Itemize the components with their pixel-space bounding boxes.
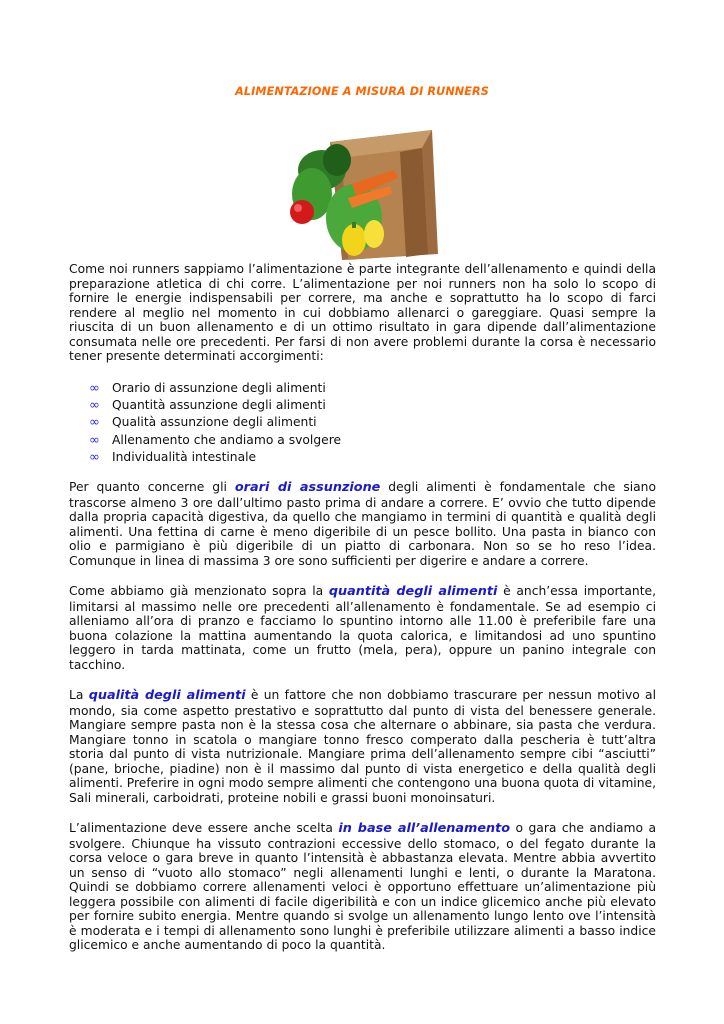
infinity-bullet-icon: ∞: [89, 449, 100, 465]
yellow-pepper: [364, 220, 384, 248]
list-item: ∞ Allenamento che andiamo a svolgere: [89, 432, 342, 448]
intro-paragraph: Come noi runners sappiamo l’alimentazione è parte integrante dell’allenamento e quindi della preparazione atletica di chi corre. L’alimentazione per noi runners non ha solo lo scopo di fornire le energie indispensabili per correre, ma anche e soprattutto ha lo scopo di farci rendere al meglio nel momento in cui dobbiamo allenarci o gareggiare. Quasi sempre la riuscita di un buon allenamento e di un ottimo risultato in gara dipende dall’alimentazione consumata nelle ore precedenti. Per farsi di non avere problemi durante la corsa è necessario tener presente determinati accorgimenti:: [69, 262, 656, 363]
document-title: ALIMENTAZIONE A MISURA DI RUNNERS: [235, 85, 489, 98]
infinity-bullet-icon: ∞: [89, 415, 100, 431]
paragraph-training-based: L’alimentazione deve essere anche scelta in base all’allenamento o gara che andiamo a svolgere. Chiunque ha vissuto contrazioni eccessive dello stomaco, o del fegato durante la corsa veloce o gara breve in quanto l’intensità è abbastanza elevata. Mentre abbia avvertito un senso di “vuoto allo stomaco” negli allenamenti lunghi e lenti, o durante la Maratona. Quindi se dobbiamo correre allenamenti veloci è opportuno effettuare un’alimentazione più leggera possibile con alimenti di facile digeribilità e con un indice glicemico anche più elevato per fornire subito energia. Mentre quando si svolge un allenamento lungo lento ove l’intensità è moderata e i tempi di allenamento sono lunghi è preferibile utilizzare alimenti a basso indice glicemico e anche aumentando di poco la quantità.: [69, 821, 657, 952]
infinity-bullet-icon: ∞: [89, 398, 100, 414]
paragraph-food-quality: La qualità degli alimenti è un fattore che non dobbiamo trascurare per nessun motivo al mondo, sia come aspetto prestativo e soprattutto dal punto di vista del benessere generale. Mangiare sempre pasta non è la stessa cosa che alternare o abbinare, sia pasta che verdura. Mangiare tonno in scatola o mangiare tonno fresco comperato dalla pescheria è tutt’altra storia dal punto di vista nutrizionale. Mangiare prima dell’allenamento sempre cibi “asciutti” (pane, brioche, piadine) non è il massimo dal punto di vista energetico e della qualità degli alimenti. Preferire in ogni modo sempre alimenti che contengono una buona quota di vitamine, Sali minerali, carboidrati, proteine nobili e grassi buoni monoinsaturi.: [69, 688, 656, 805]
list-item: ∞ Quantità assunzione degli alimenti: [89, 398, 326, 414]
grocery-bag-illustration: [282, 122, 442, 262]
paragraph-meal-timing: Per quanto concerne gli orari di assunzione degli alimenti è fondamentale che siano trascorse almeno 3 ore dall’ultimo pasto prima di andare a correre. E’ ovvio che tutto dipende dalla propria capacità digestiva, da quello che mangiamo in termini di quantità e qualità degli alimenti. Una fettina di carne è meno digeribile di un pesce bollito. Una pasta in bianco con olio e parmigiano è più digeribile di un piatto di carbonara. Non so se ho reso l’idea. Comunque in linea di massima 3 ore sono sufficienti per digerire e andare a correre.: [69, 480, 656, 568]
list-item: ∞ Individualità intestinale: [89, 449, 257, 465]
highlight-meal-timing: orari di assunzione: [234, 480, 381, 495]
highlight-training-based: in base all’allenamento: [338, 821, 511, 836]
tomato: [290, 200, 314, 224]
paragraph-food-quantity: Come abbiamo già menzionato sopra la quantità degli alimenti è anch’essa importante, limitarsi al massimo nelle ore precedenti all’allenamento è fondamentale. Se ad esempio ci alleniamo all’ora di pranzo e facciamo lo spuntino intorno alle 11.00 è preferibile fare una buona colazione la mattina aumentando la quota calorica, e limitandosi ad uno spuntino leggero in tarda mattinata, come un frutto (mela, pera), oppure un panino integrale con tacchino.: [69, 584, 656, 672]
highlight-food-quality: qualità degli alimenti: [88, 688, 246, 703]
list-item: ∞ Qualità assunzione degli alimenti: [89, 415, 317, 431]
infinity-bullet-icon: ∞: [89, 381, 100, 396]
infinity-bullet-icon: ∞: [89, 432, 100, 448]
broccoli-head: [323, 144, 351, 176]
list-item: ∞ Orario di assunzione degli alimenti: [89, 381, 326, 396]
highlight-food-quantity: quantità degli alimenti: [328, 584, 498, 599]
yellow-pepper: [342, 224, 366, 256]
considerations-list: [89, 380, 341, 466]
